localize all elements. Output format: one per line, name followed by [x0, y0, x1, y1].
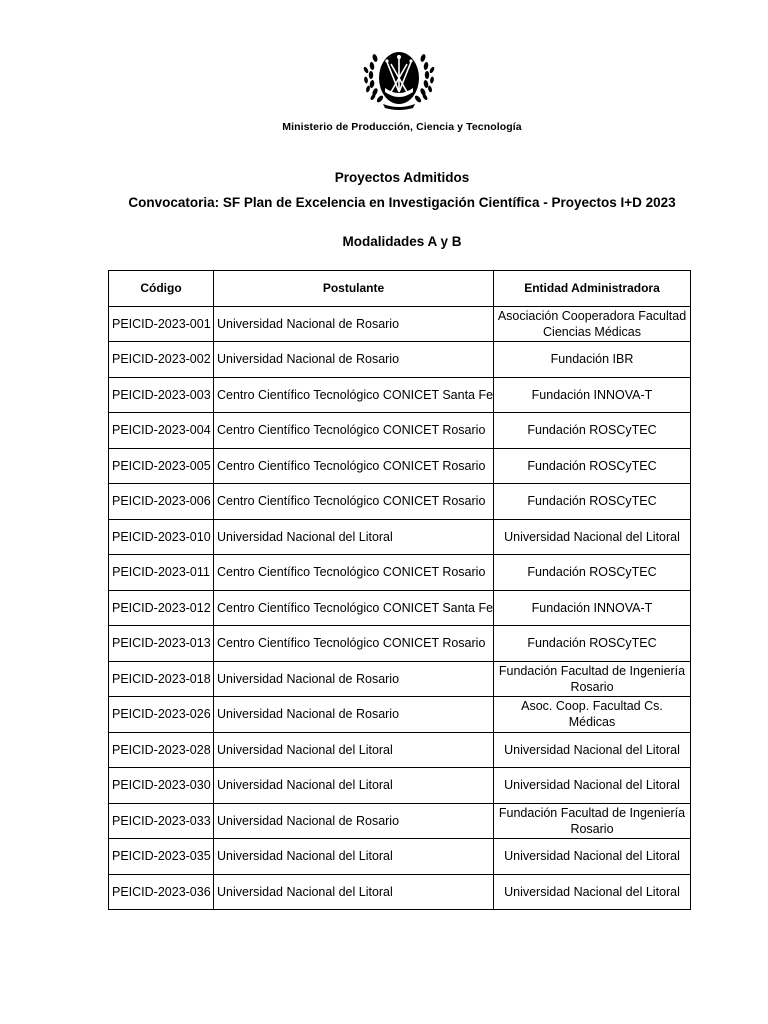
admitted-projects-table: [108, 270, 691, 910]
applicant-cell: Universidad Nacional de Rosario: [214, 342, 494, 378]
entity-cell: Fundación INNOVA-T: [494, 377, 691, 413]
table-row: [109, 803, 691, 839]
entity-cell: Fundación ROSCyTEC: [494, 448, 691, 484]
table-row: [109, 697, 691, 733]
entity-cell: Fundación Facultad de Ingeniería Rosario: [494, 661, 691, 697]
table-row: [109, 377, 691, 413]
table-row: [109, 342, 691, 378]
code-cell: PEICID-2023-035: [109, 839, 214, 875]
table-row: [109, 590, 691, 626]
code-cell: PEICID-2023-030: [109, 768, 214, 804]
code-cell: PEICID-2023-004: [109, 413, 214, 449]
code-cell: PEICID-2023-010: [109, 519, 214, 555]
table-row: [109, 874, 691, 910]
table-header-row: [109, 271, 691, 307]
table-row: [109, 413, 691, 449]
header-entity: Entidad Administradora: [494, 271, 691, 307]
applicant-cell: Centro Científico Tecnológico CONICET Rosario: [214, 448, 494, 484]
table-row: [109, 661, 691, 697]
code-cell: PEICID-2023-033: [109, 803, 214, 839]
table-row: [109, 555, 691, 591]
applicant-cell: Universidad Nacional de Rosario: [214, 697, 494, 733]
entity-cell: Asociación Cooperadora Facultad Ciencias Médicas: [494, 306, 691, 342]
applicant-cell: Universidad Nacional del Litoral: [214, 768, 494, 804]
entity-cell: Fundación ROSCyTEC: [494, 626, 691, 662]
entity-cell: Fundación Facultad de Ingeniería Rosario: [494, 803, 691, 839]
entity-cell: Fundación IBR: [494, 342, 691, 378]
entity-cell: Asoc. Coop. Facultad Cs. Médicas: [494, 697, 691, 733]
document-title: Proyectos Admitidos: [334, 170, 470, 185]
applicant-cell: Universidad Nacional del Litoral: [214, 519, 494, 555]
table-row: [109, 839, 691, 875]
header-code: Código: [109, 271, 214, 307]
applicant-cell: Universidad Nacional del Litoral: [214, 874, 494, 910]
code-cell: PEICID-2023-026: [109, 697, 214, 733]
call-subtitle: Convocatoria: SF Plan de Excelencia en Investigación Científica - Proyectos I+D 2023: [128, 195, 676, 210]
code-cell: PEICID-2023-012: [109, 590, 214, 626]
applicant-cell: Centro Científico Tecnológico CONICET Santa Fe: [214, 590, 494, 626]
entity-cell: Universidad Nacional del Litoral: [494, 839, 691, 875]
code-cell: PEICID-2023-018: [109, 661, 214, 697]
header-applicant: Postulante: [214, 271, 494, 307]
code-cell: PEICID-2023-006: [109, 484, 214, 520]
entity-cell: Universidad Nacional del Litoral: [494, 768, 691, 804]
table-row: [109, 306, 691, 342]
applicant-cell: Centro Científico Tecnológico CONICET Rosario: [214, 626, 494, 662]
applicant-cell: Universidad Nacional del Litoral: [214, 839, 494, 875]
entity-cell: Universidad Nacional del Litoral: [494, 732, 691, 768]
table-row: [109, 484, 691, 520]
code-cell: PEICID-2023-002: [109, 342, 214, 378]
applicant-cell: Centro Científico Tecnológico CONICET Rosario: [214, 555, 494, 591]
applicant-cell: Centro Científico Tecnológico CONICET Rosario: [214, 484, 494, 520]
entity-cell: Fundación INNOVA-T: [494, 590, 691, 626]
table-row: [109, 519, 691, 555]
table-row: [109, 448, 691, 484]
code-cell: PEICID-2023-013: [109, 626, 214, 662]
code-cell: PEICID-2023-001: [109, 306, 214, 342]
code-cell: PEICID-2023-005: [109, 448, 214, 484]
code-cell: PEICID-2023-028: [109, 732, 214, 768]
applicant-cell: Universidad Nacional del Litoral: [214, 732, 494, 768]
table-row: [109, 626, 691, 662]
entity-cell: Universidad Nacional del Litoral: [494, 519, 691, 555]
code-cell: PEICID-2023-003: [109, 377, 214, 413]
entity-cell: Fundación ROSCyTEC: [494, 413, 691, 449]
applicant-cell: Centro Científico Tecnológico CONICET Santa Fe: [214, 377, 494, 413]
code-cell: PEICID-2023-036: [109, 874, 214, 910]
provincial-seal-icon: [361, 48, 437, 112]
modalities-heading: Modalidades A y B: [342, 234, 462, 249]
applicant-cell: Universidad Nacional de Rosario: [214, 803, 494, 839]
entity-cell: Fundación ROSCyTEC: [494, 484, 691, 520]
entity-cell: Fundación ROSCyTEC: [494, 555, 691, 591]
table-row: [109, 768, 691, 804]
table-row: [109, 732, 691, 768]
applicant-cell: Universidad Nacional de Rosario: [214, 661, 494, 697]
ministry-name: Ministerio de Producción, Ciencia y Tecnología: [282, 121, 522, 133]
entity-cell: Universidad Nacional del Litoral: [494, 874, 691, 910]
applicant-cell: Universidad Nacional de Rosario: [214, 306, 494, 342]
applicant-cell: Centro Científico Tecnológico CONICET Rosario: [214, 413, 494, 449]
code-cell: PEICID-2023-011: [109, 555, 214, 591]
